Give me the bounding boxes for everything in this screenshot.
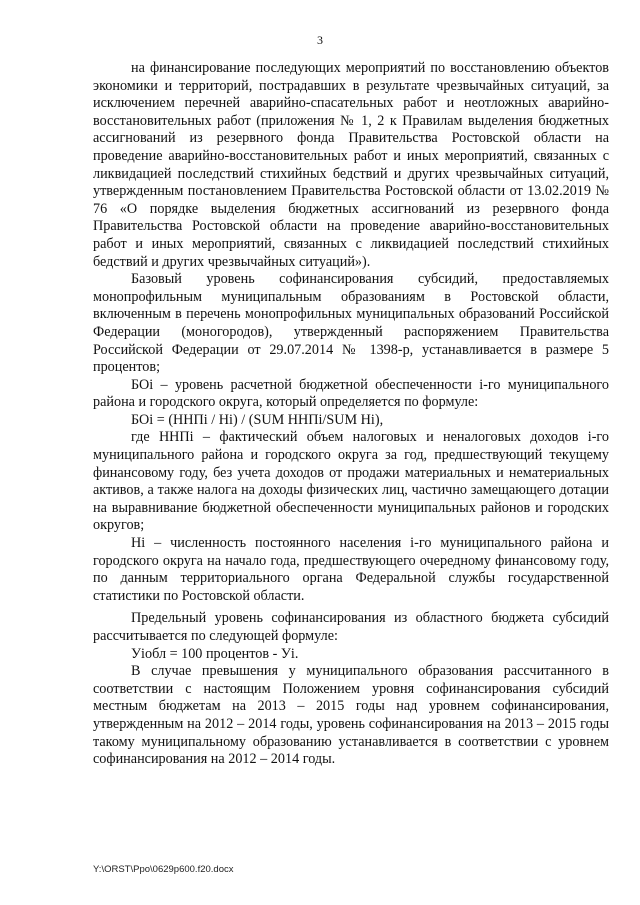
formula-regional-share: Уiобл = 100 процентов - Уi. (131, 645, 299, 662)
paragraph-excess-case: В случае превышения у муниципального образования рассчитанного в соответствии с настоящим Положением уровня софинансирования субсидий местным бюджетам на 2013 – 2015 годы над уровнем софинансирования, утвержденным на 2012 – 2014 годы, уровень софинансирования на 2013 – 2015 годы такому муниципальному образованию устанавливается в соответствии с уровнем софинансирования на 2012 – 2014 годы. (93, 663, 609, 768)
paragraph-limit-intro: Предельный уровень софинансирования из областного бюджета субсидий рассчитывается по следующей формуле: (93, 610, 609, 644)
paragraph-base-level: Базовый уровень софинансирования субсидий, предоставляемых монопрофильным муниципальным образованиям в Ростовской области, включенным в перечень монопрофильных муниципальных образований Российской Федерации (моногородов), утвержденный распоряжением Правительства Российской Федерации от 29.07.2014 № 1398-р, устанавливается в размере 5 процентов; (93, 271, 609, 376)
paragraph-bo-definition: БОi – уровень расчетной бюджетной обеспеченности i-го муниципального района и городского округа, который определяется по формуле: (93, 376, 609, 411)
formula-budget-security: БОi = (ННПi / Нi) / (SUM ННПi/SUM Нi), (131, 411, 384, 428)
paragraph-n-definition: Нi – численность постоянного населения i-го муниципального района и городского округа на начало года, предшествующего очередному финансовому году, по данным территориального органа Федеральной службы государственной статистики по Ростовской области. (93, 535, 609, 604)
footer-file-path: Y:\ORST\Ppo\0629p600.f20.docx (93, 864, 234, 875)
document-body (93, 60, 609, 769)
paragraph-continuation: на финансирование последующих мероприятий по восстановлению объектов экономики и территорий, пострадавших в результате чрезвычайных ситуаций, за исключением перечней аварийно-спасательных работ и неотложных аварийно-восстановительных работ (приложения № 1, 2 к Правилам выделения бюджетных ассигнований из резервного фонда Правительства Ростовской области на проведение аварийно-восстановительных работ и иных мероприятий, связанных с ликвидацией последствий стихийных бедствий и других чрезвычайных ситуаций, утвержденным постановлением Правительства Ростовской области от 13.02.2019 № 76 «О порядке выделения бюджетных ассигнований из резервного фонда Правительства Ростовской области на проведение аварийно-восстановительных работ и иных мероприятий, связанных с ликвидацией последствий стихийных бедствий и других чрезвычайных ситуаций»). (93, 60, 609, 270)
paragraph-nnp-definition: где ННПi – фактический объем налоговых и неналоговых доходов i-го муниципального района и городского округа за год, предшествующий текущему финансовому году, без учета доходов от продажи материальных и нематериальных активов, а также налога на доходы физических лиц, частично замещающего дотации на выравнивание бюджетной обеспеченности муниципальных районов и городских округов; (93, 429, 609, 534)
page-number: 3 (317, 33, 323, 47)
